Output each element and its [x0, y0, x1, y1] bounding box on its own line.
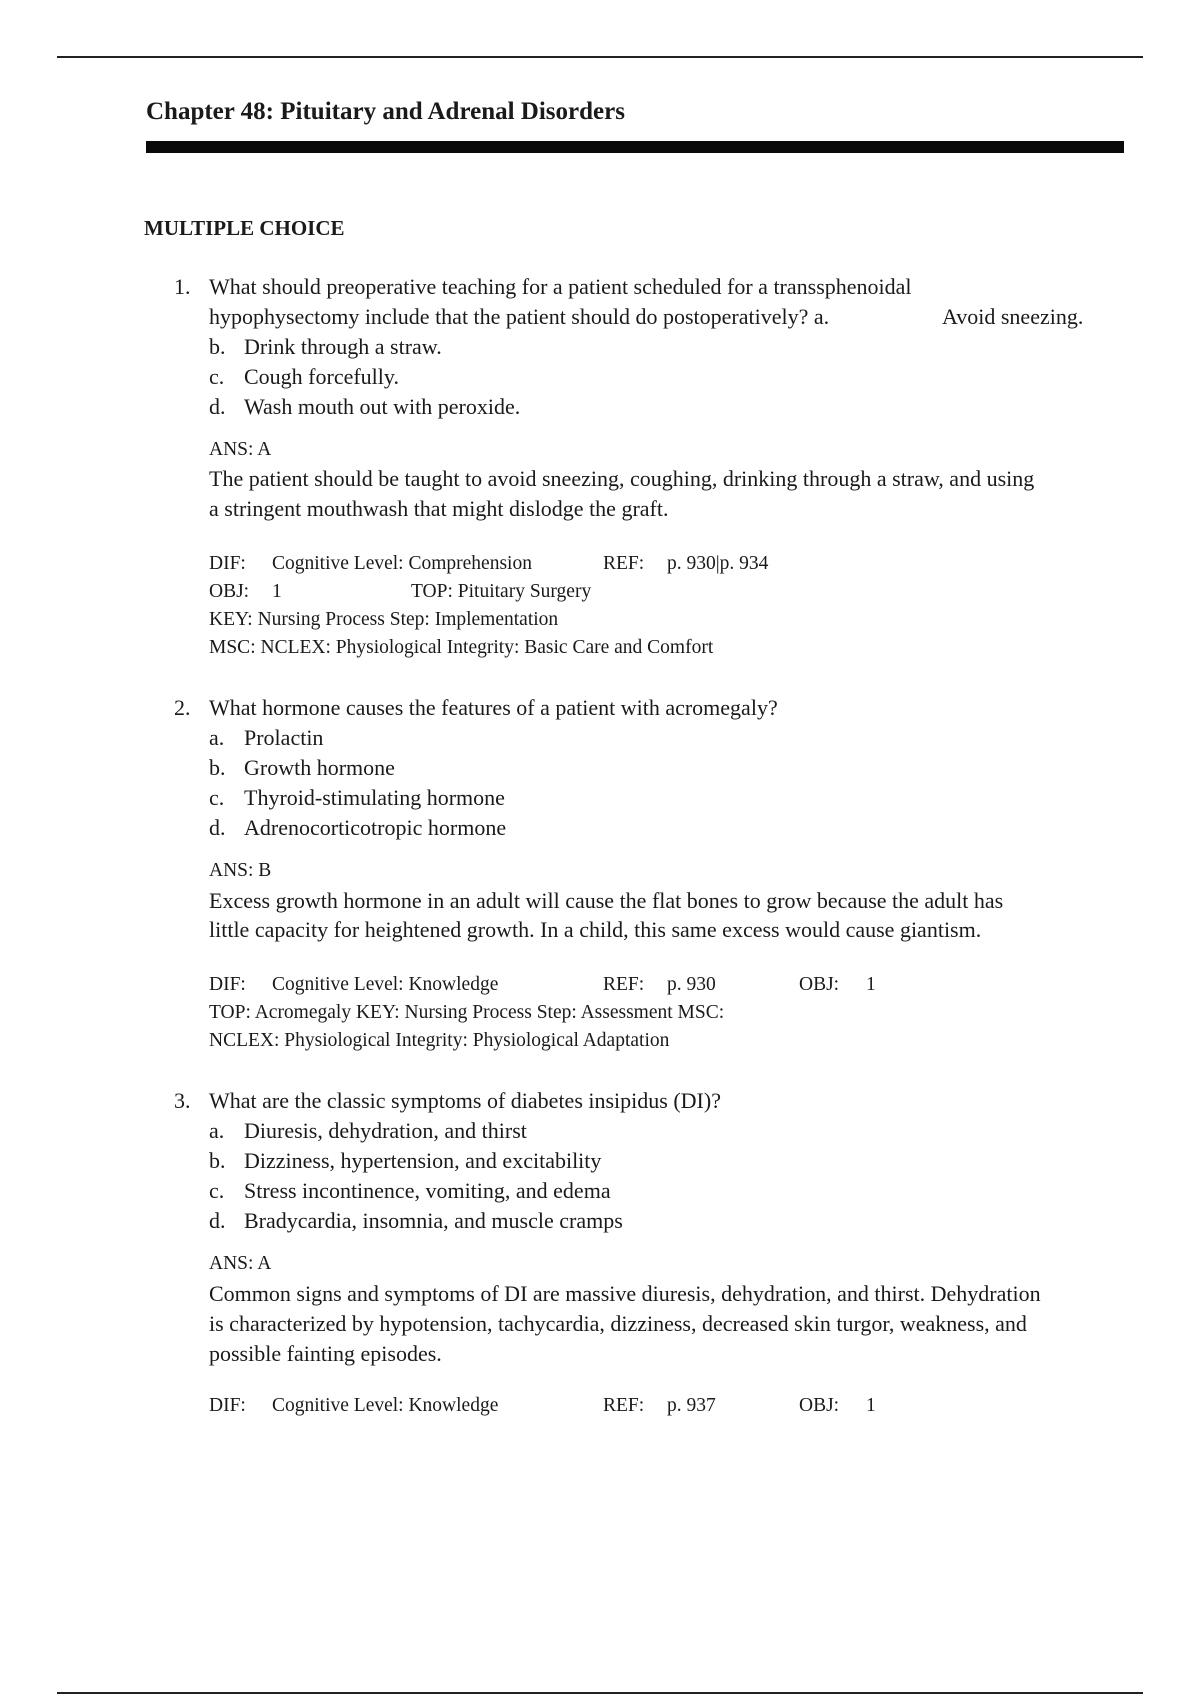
option-letter: d.: [209, 815, 226, 840]
meta-obj-value: 1: [272, 581, 282, 602]
meta-ref-label: REF:: [603, 974, 645, 995]
rationale: possible fainting episodes.: [209, 1341, 442, 1366]
meta-obj-value: 1: [866, 974, 876, 995]
option-text: Cough forcefully.: [244, 364, 399, 389]
option-text: Stress incontinence, vomiting, and edema: [244, 1178, 611, 1203]
meta-dif-value: Cognitive Level: Comprehension: [272, 553, 532, 574]
meta-dif-label: DIF:: [209, 1395, 246, 1416]
option-letter: a.: [209, 725, 225, 750]
meta-obj-label: OBJ:: [209, 581, 250, 602]
meta-obj-label: OBJ:: [799, 974, 840, 995]
meta-dif-value: Cognitive Level: Knowledge: [272, 974, 499, 995]
meta-ref-value: p. 930|p. 934: [667, 553, 769, 574]
option-letter: d.: [209, 394, 226, 419]
question-stem: What should preoperative teaching for a patient scheduled for a transsphenoidal: [209, 274, 912, 299]
meta-dif-label: DIF:: [209, 553, 246, 574]
option-letter: d.: [209, 1208, 226, 1233]
answer-key: ANS: A: [209, 439, 272, 460]
option-text: Thyroid-stimulating hormone: [244, 785, 505, 810]
question-stem: hypophysectomy include that the patient should do postoperatively? a.: [209, 304, 830, 329]
option-text: Wash mouth out with peroxide.: [244, 394, 521, 419]
meta-ref-label: REF:: [603, 553, 645, 574]
title-underline-bar: [146, 141, 1124, 153]
meta-key: KEY: Nursing Process Step: Implementation: [209, 609, 559, 630]
chapter-title: Chapter 48: Pituitary and Adrenal Disorders: [146, 98, 625, 125]
option-text: Adrenocorticotropic hormone: [244, 815, 507, 840]
question-number: 2.: [174, 695, 191, 720]
meta-msc: NCLEX: Physiological Integrity: Physiological Adaptation: [209, 1030, 670, 1051]
answer-key: ANS: A: [209, 1253, 272, 1274]
option-letter: a.: [209, 1118, 225, 1143]
option-text: Bradycardia, insomnia, and muscle cramps: [244, 1208, 623, 1233]
meta-dif-label: DIF:: [209, 974, 246, 995]
question-number: 1.: [174, 274, 191, 299]
rationale: Excess growth hormone in an adult will cause the flat bones to grow because the adult has: [209, 888, 1004, 913]
option-letter: c.: [209, 1178, 225, 1203]
option-text: Drink through a straw.: [244, 334, 442, 359]
meta-msc: MSC: NCLEX: Physiological Integrity: Basic Care and Comfort: [209, 637, 714, 658]
meta-topic-key-msc: TOP: Acromegaly KEY: Nursing Process Step: Assessment MSC:: [209, 1002, 725, 1023]
option-text: Prolactin: [244, 725, 324, 750]
meta-obj-label: OBJ:: [799, 1395, 840, 1416]
option-letter: b.: [209, 1148, 226, 1173]
rationale: a stringent mouthwash that might dislodge the graft.: [209, 496, 669, 521]
meta-topic: TOP: Pituitary Surgery: [411, 581, 592, 602]
rationale: little capacity for heightened growth. In a child, this same excess would cause giantism.: [209, 917, 982, 942]
meta-ref-value: p. 937: [667, 1395, 716, 1416]
option-text: Diuresis, dehydration, and thirst: [244, 1118, 527, 1143]
option-text: Growth hormone: [244, 755, 395, 780]
meta-ref-label: REF:: [603, 1395, 645, 1416]
section-heading: MULTIPLE CHOICE: [144, 216, 345, 240]
bottom-rule: [57, 1692, 1143, 1694]
rationale: is characterized by hypotension, tachycardia, dizziness, decreased skin turgor, weakness, and: [209, 1311, 1027, 1336]
option-text: Dizziness, hypertension, and excitability: [244, 1148, 602, 1173]
rationale: Common signs and symptoms of DI are massive diuresis, dehydration, and thirst. Dehydration: [209, 1281, 1041, 1306]
answer-key: ANS: B: [209, 860, 272, 881]
meta-ref-value: p. 930: [667, 974, 716, 995]
option-letter: c.: [209, 785, 225, 810]
meta-obj-value: 1: [866, 1395, 876, 1416]
question-stem: What are the classic symptoms of diabetes insipidus (DI)?: [209, 1088, 721, 1113]
question-stem: What hormone causes the features of a patient with acromegaly?: [209, 695, 778, 720]
option-letter: b.: [209, 334, 226, 359]
option-letter: b.: [209, 755, 226, 780]
option-letter: c.: [209, 364, 225, 389]
option-text: Avoid sneezing.: [942, 304, 1084, 329]
rationale: The patient should be taught to avoid sneezing, coughing, drinking through a straw, and using: [209, 466, 1035, 491]
question-number: 3.: [174, 1088, 191, 1113]
meta-dif-value: Cognitive Level: Knowledge: [272, 1395, 499, 1416]
top-rule: [57, 56, 1143, 58]
